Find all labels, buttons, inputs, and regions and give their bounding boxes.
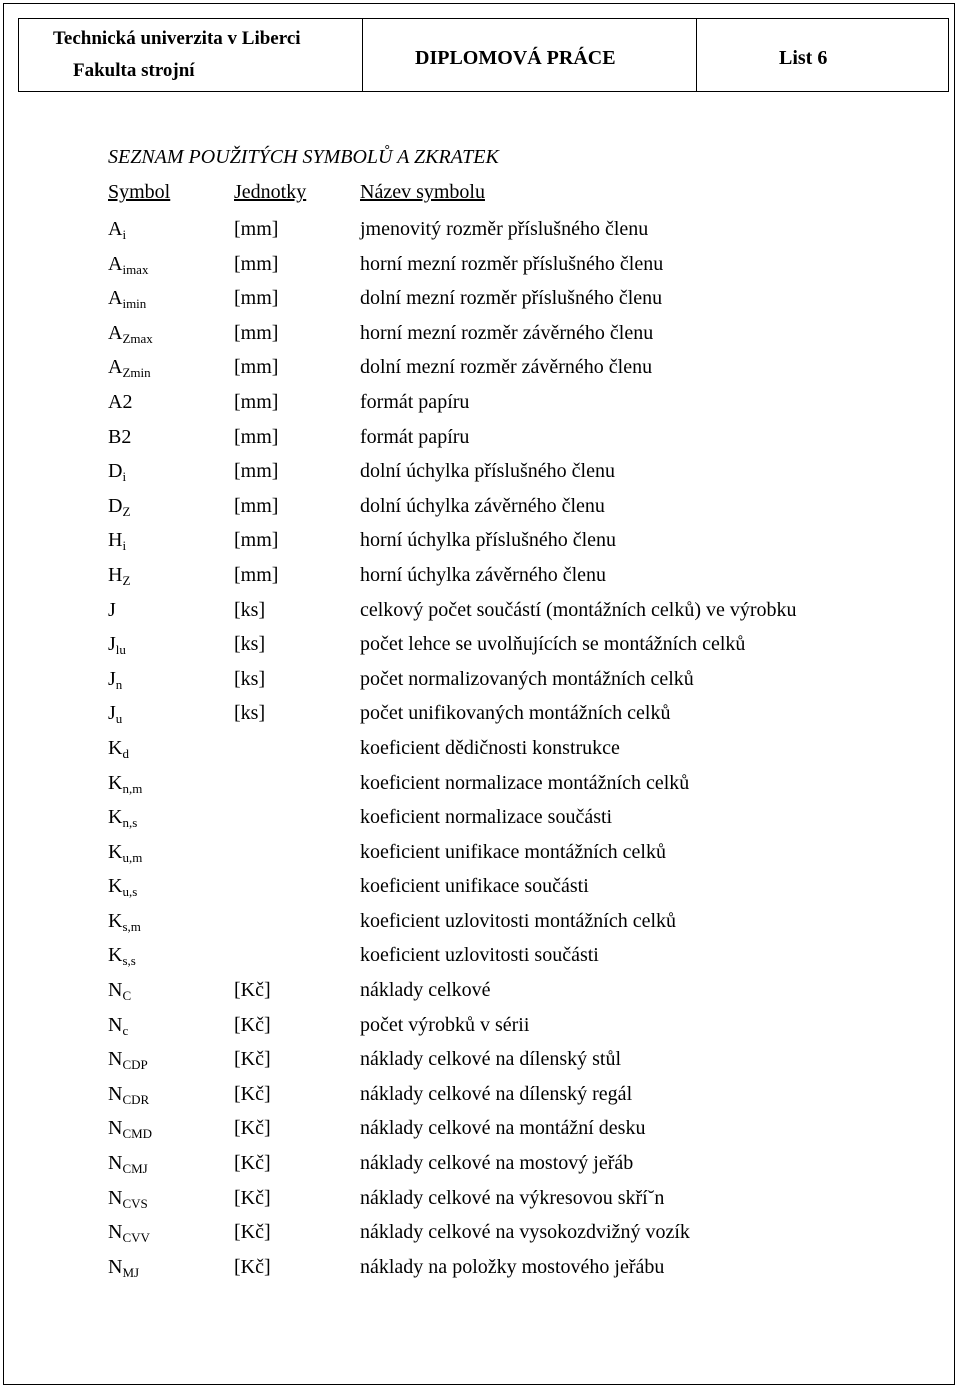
symbol-row <box>0 456 960 491</box>
symbol-subscript: n,s <box>122 815 138 831</box>
unit-cell: [mm] <box>234 356 279 379</box>
symbol-base: A2 <box>108 390 133 413</box>
symbol-cell <box>108 668 122 691</box>
symbol-row <box>0 422 960 457</box>
description-cell: koeficient normalizace součásti <box>360 806 613 829</box>
symbol-subscript: n <box>115 676 123 692</box>
symbol-row <box>0 214 960 249</box>
symbol-row <box>0 1079 960 1114</box>
symbol-subscript: c <box>122 1022 129 1038</box>
symbol-base: N <box>108 1152 123 1175</box>
symbol-subscript: lu <box>115 642 126 658</box>
symbol-row <box>0 733 960 768</box>
symbol-cell <box>108 599 116 622</box>
symbol-cell <box>108 875 137 898</box>
symbol-subscript: Zmin <box>122 365 151 381</box>
symbol-cell <box>108 218 126 241</box>
symbol-cell <box>108 633 126 656</box>
symbol-base: N <box>108 1117 123 1140</box>
symbol-base: A <box>108 356 123 379</box>
unit-cell: [Kč] <box>234 1152 271 1175</box>
symbol-row <box>0 664 960 699</box>
symbol-row <box>0 1113 960 1148</box>
unit-cell: [Kč] <box>234 1186 271 1209</box>
symbol-base: K <box>108 909 123 932</box>
symbol-cell <box>108 426 131 449</box>
symbol-subscript: i <box>122 227 127 242</box>
symbol-subscript: s,s <box>122 953 136 969</box>
symbol-cell <box>108 841 142 864</box>
unit-cell: [mm] <box>234 390 279 413</box>
description-cell: celkový počet součástí (montážních celků) ve výrobku <box>360 598 797 621</box>
unit-cell: [mm] <box>234 529 279 552</box>
symbol-subscript: u <box>115 711 123 727</box>
symbol-row <box>0 1252 960 1287</box>
symbol-base: K <box>108 806 123 829</box>
symbol-cell <box>108 1014 128 1037</box>
symbol-base: N <box>108 1186 123 1209</box>
symbol-cell <box>108 1221 150 1244</box>
symbol-subscript: MJ <box>122 1264 140 1280</box>
symbol-subscript: CDR <box>122 1091 150 1107</box>
symbol-subscript: C <box>122 988 132 1004</box>
description-cell: dolní úchylka závěrného členu <box>360 494 605 517</box>
symbol-base: J <box>108 702 116 725</box>
unit-cell: [mm] <box>234 252 279 275</box>
section-title: SEZNAM POUŽITÝCH SYMBOLŮ A ZKRATEK <box>108 146 499 168</box>
symbol-base: K <box>108 771 123 794</box>
page-header <box>18 18 949 92</box>
unit-cell: [mm] <box>234 425 279 448</box>
symbol-row <box>0 283 960 318</box>
unit-cell: [Kč] <box>234 1221 271 1244</box>
symbol-subscript: i <box>122 538 127 554</box>
symbol-cell <box>108 1187 148 1210</box>
symbol-row <box>0 906 960 941</box>
symbol-subscript: CVS <box>122 1195 148 1211</box>
symbol-cell <box>108 772 142 795</box>
description-cell: koeficient unifikace montážních celků <box>360 840 666 863</box>
symbol-base: K <box>108 944 123 967</box>
symbol-row <box>0 352 960 387</box>
symbol-cell <box>108 529 126 552</box>
symbol-subscript: CMJ <box>122 1161 148 1177</box>
description-cell: náklady celkové na mostový jeřáb <box>360 1152 634 1175</box>
symbol-cell <box>108 1083 149 1106</box>
unit-cell: [mm] <box>234 218 279 240</box>
symbol-base: J <box>108 598 116 621</box>
description-cell: formát papíru <box>360 425 470 448</box>
symbol-subscript: CDP <box>122 1057 148 1073</box>
description-cell: formát papíru <box>360 390 470 413</box>
symbol-cell <box>108 979 131 1002</box>
description-cell: počet normalizovaných montážních celků <box>360 667 694 690</box>
symbol-cell <box>108 702 122 725</box>
description-cell: horní úchylka závěrného členu <box>360 563 607 586</box>
symbol-cell <box>108 737 129 760</box>
column-header-symbol: Symbol <box>108 181 171 203</box>
symbol-row <box>0 837 960 872</box>
symbol-cell <box>108 564 130 587</box>
description-cell: dolní mezní rozměr závěrného členu <box>360 356 653 379</box>
symbol-subscript: u,s <box>122 884 138 900</box>
symbol-subscript: Z <box>122 503 131 519</box>
description-cell: koeficient dědičnosti konstrukce <box>360 736 620 759</box>
faculty-name: Fakulta strojní <box>73 60 195 81</box>
unit-cell: [ks] <box>234 598 266 621</box>
symbol-base: A <box>108 321 123 344</box>
symbol-row <box>0 1010 960 1045</box>
symbol-row <box>0 629 960 664</box>
symbol-cell <box>108 460 126 483</box>
symbol-base: N <box>108 1048 123 1071</box>
unit-cell: [mm] <box>234 321 279 344</box>
description-cell: náklady celkové na dílenský regál <box>360 1082 633 1105</box>
description-cell: koeficient uzlovitosti součásti <box>360 944 599 967</box>
unit-cell: [ks] <box>234 633 266 656</box>
unit-cell: [mm] <box>234 494 279 517</box>
unit-cell: [ks] <box>234 667 266 690</box>
unit-cell: [Kč] <box>234 1013 271 1036</box>
symbol-row <box>0 1217 960 1252</box>
symbol-base: B2 <box>108 425 132 448</box>
unit-cell: [mm] <box>234 287 279 310</box>
description-cell: náklady celkové na montážní desku <box>360 1117 646 1140</box>
university-name: Technická univerzita v Liberci <box>53 28 301 49</box>
description-cell: počet výrobků v sérii <box>360 1013 530 1036</box>
symbol-base: N <box>108 1221 123 1244</box>
symbol-base: J <box>108 667 116 690</box>
symbol-base: N <box>108 1013 123 1036</box>
symbol-row <box>0 698 960 733</box>
description-cell: koeficient unifikace součásti <box>360 875 589 898</box>
symbol-subscript: imax <box>122 261 149 277</box>
symbol-cell <box>108 495 130 518</box>
symbol-cell <box>108 806 137 829</box>
unit-cell: [mm] <box>234 460 279 483</box>
symbol-cell <box>108 1256 139 1279</box>
symbol-row <box>0 318 960 353</box>
symbol-row <box>0 1148 960 1183</box>
sheet-number: List 6 <box>779 46 828 69</box>
unit-cell: [Kč] <box>234 1082 271 1105</box>
symbol-subscript: CVV <box>122 1230 150 1246</box>
description-cell: náklady celkové na výkresovou skří˘n <box>360 1186 665 1209</box>
symbol-subscript: d <box>122 745 129 761</box>
symbol-row <box>0 1044 960 1079</box>
description-cell: náklady celkové na dílenský stůl <box>360 1048 622 1071</box>
symbol-cell <box>108 391 132 414</box>
symbol-base: K <box>108 736 123 759</box>
unit-cell: [Kč] <box>234 1117 271 1140</box>
symbol-subscript: Zmax <box>122 330 153 346</box>
unit-cell: [Kč] <box>234 1048 271 1071</box>
symbol-base: J <box>108 633 116 656</box>
symbol-subscript: n,m <box>122 780 143 796</box>
symbol-subscript: u,m <box>122 849 143 865</box>
symbol-cell <box>108 322 153 345</box>
symbol-base: H <box>108 529 123 552</box>
symbol-subscript: Z <box>122 572 131 588</box>
description-cell: dolní úchylka příslušného členu <box>360 460 615 483</box>
unit-cell: [ks] <box>234 702 266 725</box>
symbol-base: D <box>108 460 123 483</box>
description-cell: náklady celkové na vysokozdvižný vozík <box>360 1221 690 1244</box>
description-cell: dolní mezní rozměr příslušného členu <box>360 287 663 310</box>
description-cell: koeficient normalizace montážních celků <box>360 771 690 794</box>
column-header-unit: Jednotky <box>234 181 307 203</box>
symbol-row <box>0 595 960 630</box>
unit-cell: [Kč] <box>234 1255 271 1278</box>
symbol-row <box>0 249 960 284</box>
symbol-row <box>0 940 960 975</box>
symbol-list <box>0 214 960 1286</box>
symbol-base: K <box>108 840 123 863</box>
symbol-row <box>0 491 960 526</box>
symbol-base: A <box>108 287 123 310</box>
symbol-cell <box>108 356 151 379</box>
symbol-base: K <box>108 875 123 898</box>
description-cell: koeficient uzlovitosti montážních celků <box>360 909 677 932</box>
symbol-row <box>0 525 960 560</box>
symbol-subscript: CMD <box>122 1126 153 1142</box>
document-type: DIPLOMOVÁ PRÁCE <box>363 19 697 91</box>
symbol-base: N <box>108 979 123 1002</box>
description-cell: náklady celkové <box>360 979 491 1002</box>
symbol-cell <box>108 1152 148 1175</box>
symbol-base: A <box>108 252 123 275</box>
unit-cell: [Kč] <box>234 979 271 1002</box>
symbol-cell <box>108 910 141 933</box>
symbol-subscript: s,m <box>122 918 141 934</box>
description-cell: náklady na položky mostového jeřábu <box>360 1255 665 1278</box>
description-cell: horní úchylka příslušného členu <box>360 529 617 552</box>
symbol-row <box>0 1183 960 1218</box>
description-cell: počet lehce se uvolňujících se montážních celků <box>360 633 746 656</box>
symbol-cell <box>108 253 148 276</box>
description-cell: horní mezní rozměr příslušného členu <box>360 252 664 275</box>
symbol-row <box>0 387 960 422</box>
symbol-base: H <box>108 563 123 586</box>
symbol-row <box>0 975 960 1010</box>
symbol-cell <box>108 287 146 310</box>
symbol-cell <box>108 944 136 967</box>
symbol-subscript: i <box>122 469 127 485</box>
column-header-name: Název symbolu <box>360 181 485 203</box>
description-cell: jmenovitý rozměr příslušného členu <box>360 218 649 240</box>
symbol-base: D <box>108 494 123 517</box>
description-cell: horní mezní rozměr závěrného členu <box>360 321 654 344</box>
symbol-base: A <box>108 218 123 240</box>
symbol-row <box>0 871 960 906</box>
symbol-row <box>0 802 960 837</box>
symbol-subscript: imin <box>122 296 147 312</box>
symbol-cell <box>108 1048 148 1071</box>
header-institution <box>19 19 363 91</box>
symbol-row <box>0 768 960 803</box>
symbol-base: N <box>108 1255 123 1278</box>
symbol-row <box>0 560 960 595</box>
symbol-cell <box>108 1117 152 1140</box>
symbol-base: N <box>108 1082 123 1105</box>
unit-cell: [mm] <box>234 563 279 586</box>
description-cell: počet unifikovaných montážních celků <box>360 702 671 725</box>
